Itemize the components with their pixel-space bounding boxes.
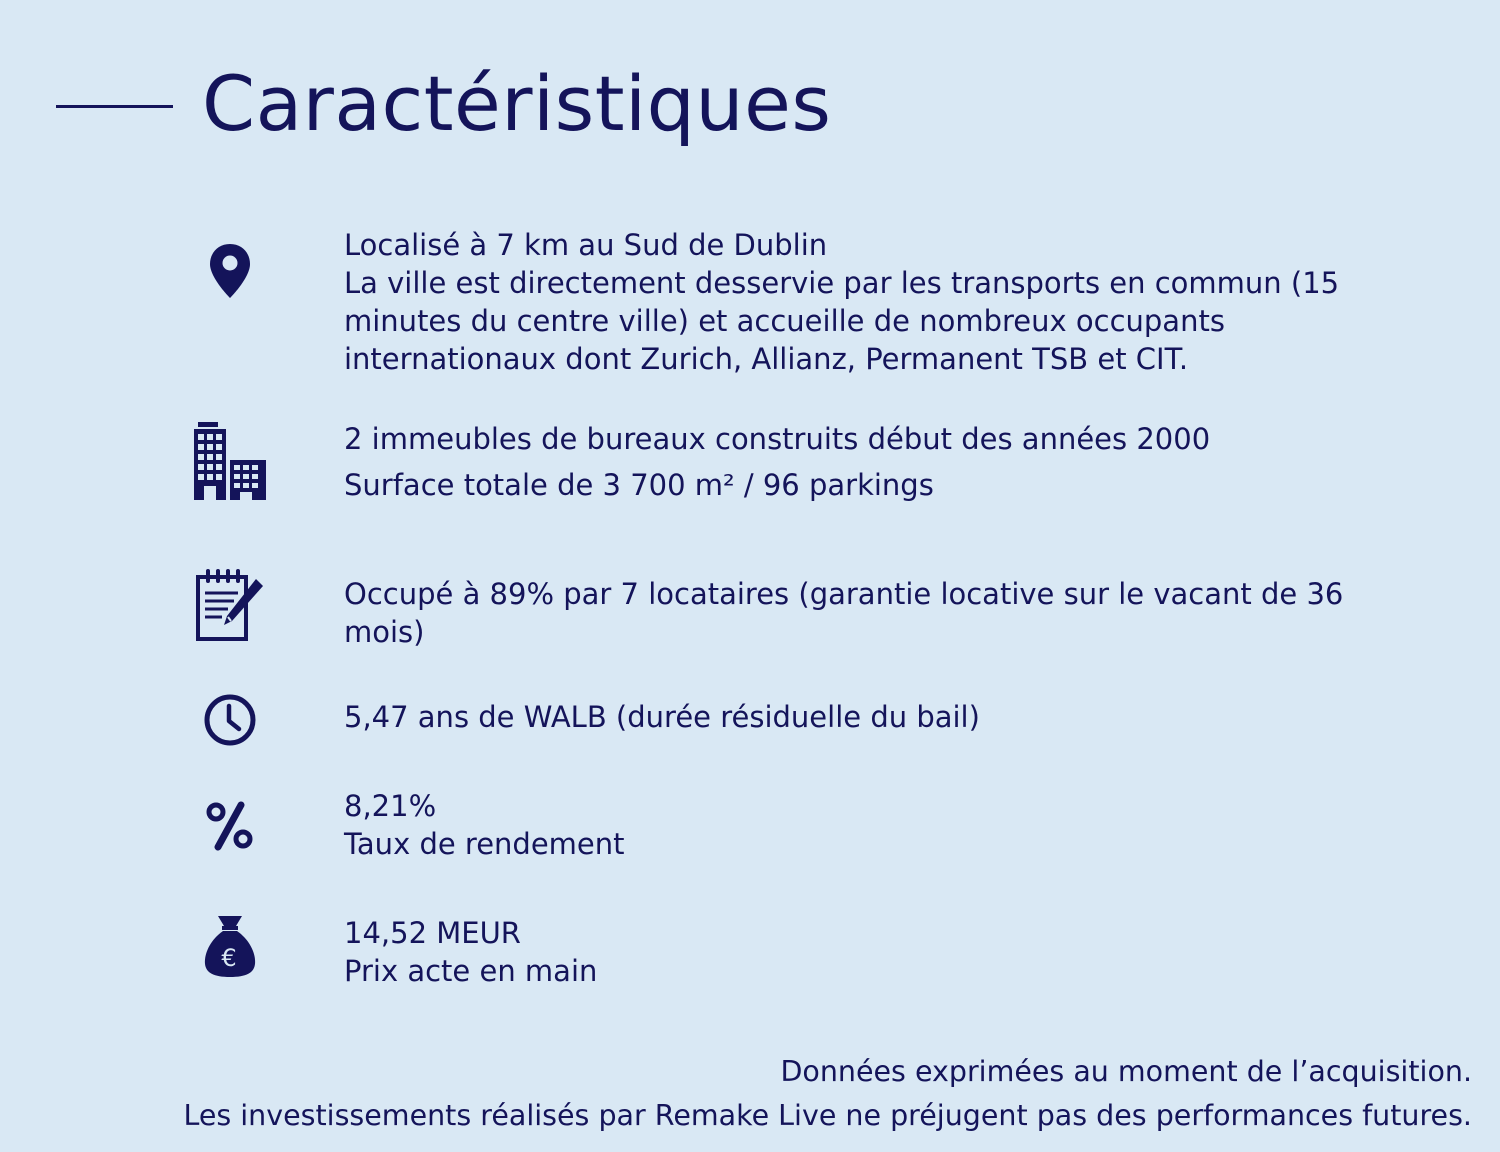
lease-document-icon bbox=[190, 569, 270, 643]
page-header bbox=[56, 58, 831, 150]
price-label: Prix acte en main bbox=[344, 954, 598, 988]
buildings-line-1: 2 immeubles de bureaux construits début des années 2000 bbox=[344, 422, 1211, 456]
yield-value: 8,21% bbox=[344, 789, 437, 823]
clock-icon bbox=[190, 692, 270, 748]
disclaimer-line-2: Les investissements réalisés par Remake Live ne préjugent pas des performances futures. bbox=[183, 1099, 1472, 1132]
office-buildings-icon bbox=[190, 422, 270, 500]
feature-yield-text bbox=[344, 787, 1464, 863]
location-line-3: minutes du centre ville) et accueille de nombreux occupants bbox=[344, 304, 1225, 338]
feature-price-text bbox=[344, 914, 1464, 990]
location-pin-icon bbox=[190, 242, 270, 300]
location-line-4: internationaux dont Zurich, Allianz, Permanent TSB et CIT. bbox=[344, 342, 1189, 376]
occupancy-line-1: Occupé à 89% par 7 locataires (garantie locative sur le vacant de 36 bbox=[344, 577, 1344, 611]
occupancy-line-2: mois) bbox=[344, 615, 425, 649]
title-rule bbox=[56, 105, 173, 108]
buildings-line-2: Surface totale de 3 700 m² / 96 parkings bbox=[344, 468, 934, 502]
euro-money-bag-icon bbox=[190, 914, 270, 978]
percent-icon bbox=[190, 801, 270, 851]
yield-label: Taux de rendement bbox=[344, 827, 625, 861]
page-title: Caractéristiques bbox=[202, 59, 832, 148]
location-line-2: La ville est directement desservie par les transports en commun (15 bbox=[344, 266, 1340, 300]
price-value: 14,52 MEUR bbox=[344, 916, 521, 950]
disclaimer-line-1: Données exprimées au moment de l’acquisition. bbox=[780, 1055, 1472, 1088]
disclaimer bbox=[183, 1050, 1472, 1138]
location-line-1: Localisé à 7 km au Sud de Dublin bbox=[344, 228, 828, 262]
svg-text:€: € bbox=[221, 944, 237, 972]
walb-line-1: 5,47 ans de WALB (durée résiduelle du bail) bbox=[344, 700, 980, 734]
feature-location-text bbox=[344, 226, 1464, 378]
feature-walb-text bbox=[344, 698, 1464, 736]
feature-occupancy-text bbox=[344, 575, 1464, 651]
feature-buildings-text bbox=[344, 416, 1464, 508]
